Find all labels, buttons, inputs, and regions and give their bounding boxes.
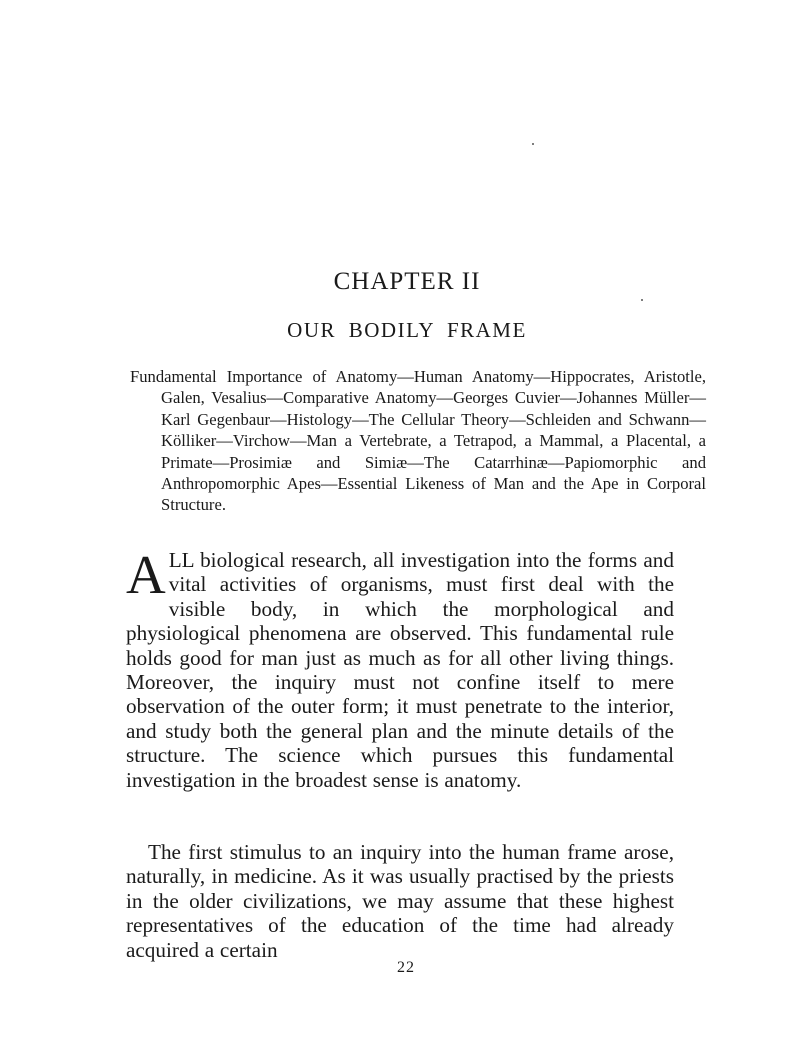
body-paragraph: The first stimulus to an inquiry into the human frame arose, naturally, in medicine. As it was usually practised by the priests in the older civilizations, we may assume that these highest representatives of the education of the time had already acquired a certain [126,840,674,962]
body-paragraph [126,544,674,792]
scan-speck [641,299,643,301]
paragraph-text: LL biological research, all investigation into the forms and vital activities of organisms, must first deal with the visible body, in which the morphological and physiological phenomena are observed. This fundamental rule holds good for man just as much as for all other living things. Moreover, the inquiry must not confine itself to mere observation of the outer form; it must penetrate to the interior, and study both the general plan and the minute details of the structure. The science which pursues this fundamental investigation in the broadest sense is anatomy. [126,548,674,792]
chapter-heading: CHAPTER II [333,268,481,295]
chapter-synopsis: Fundamental Importance of Anatomy—Human Anatomy—Hippocrates, Aristotle, Galen, Vesalius—Comparative Anatomy—Georges Cuvier—Johannes Müller—Karl Gegenbaur—Histology—The Cellular Theory—Schleiden and Schwann—Kölliker—Virchow—Man a Vertebrate, a Tetrapod, a Mammal, a Placental, a Primate—Prosimiæ and Simiæ—The Catarrhinæ—Papiomorphic and Anthropomorphic Apes—Essential Likeness of Man and the Ape in Corporal Structure. [130,367,706,515]
drop-cap: A [126,544,166,605]
page-number: 22 [397,959,415,976]
chapter-title: OUR BODILY FRAME [287,318,527,342]
scan-speck [532,143,534,145]
